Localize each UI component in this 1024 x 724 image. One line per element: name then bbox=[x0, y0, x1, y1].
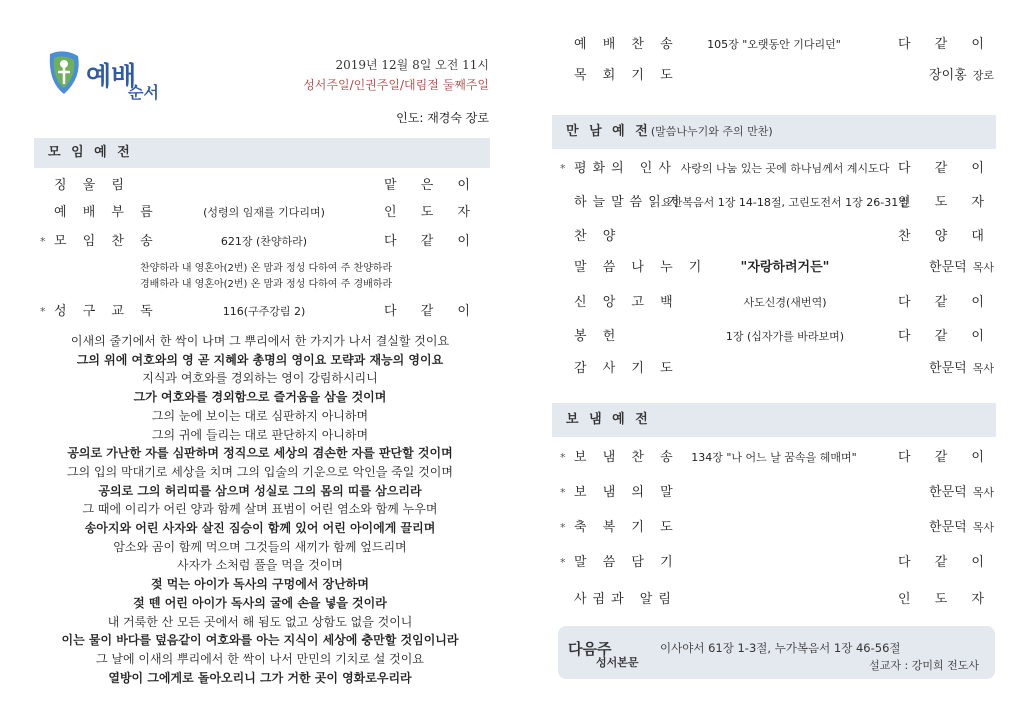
order-item bbox=[574, 224, 994, 250]
order-item-label: 징 울 림 bbox=[54, 178, 130, 193]
order-item-label: 말 씀 나 누 기 bbox=[574, 260, 708, 275]
order-item bbox=[560, 156, 994, 182]
order-item bbox=[54, 200, 480, 226]
responsible-name: 한문덕 bbox=[929, 485, 967, 500]
order-item-label: 감 사 기 도 bbox=[574, 361, 679, 376]
order-item-label: 봉 헌 bbox=[574, 329, 622, 344]
order-item-detail: 사랑의 나눔 있는 곳에 하나님께서 계시도다 bbox=[680, 162, 890, 175]
order-item-detail: 134장 "나 어느 날 꿈속을 헤매며" bbox=[691, 451, 857, 464]
order-item-responsible bbox=[898, 190, 994, 216]
section-gathering bbox=[34, 138, 490, 168]
scripture-line: 젖 뗀 어린 아이가 독사의 굴에 손을 넣을 것이라 bbox=[133, 595, 387, 610]
order-item-responsible bbox=[929, 480, 994, 506]
order-item-detail: 116(구주강림 2) bbox=[222, 305, 306, 318]
responsible-name: 한문덕 bbox=[929, 260, 967, 275]
order-item-label: 사귐과 알림 bbox=[574, 592, 677, 607]
standing-marker: * bbox=[40, 235, 46, 248]
order-item-label: 성 구 교 독 bbox=[54, 304, 159, 319]
order-item-label: 목 회 기 도 bbox=[574, 68, 679, 83]
order-item bbox=[560, 550, 994, 576]
responsible-name: 다 같 이 bbox=[898, 450, 994, 465]
order-item-responsible bbox=[384, 200, 480, 226]
order-item-responsible bbox=[929, 356, 994, 382]
order-item bbox=[574, 290, 994, 316]
scripture-line: 이는 물이 바다를 덮음같이 여호와를 아는 지식이 세상에 충만할 것임이니라 bbox=[61, 633, 459, 648]
order-item-label: 찬 양 bbox=[574, 229, 622, 244]
responsible-name: 장이홍 bbox=[929, 68, 967, 83]
next-week-scripture: 이사야서 61장 1-3절, 누가복음서 1장 46-56절 bbox=[660, 641, 901, 655]
order-item-responsible bbox=[898, 445, 994, 471]
responsible-name: 다 같 이 bbox=[898, 161, 994, 176]
sunday-titles: 성서주일/인권주일/대림절 둘째주일 bbox=[303, 78, 489, 92]
order-item bbox=[574, 255, 994, 281]
responsible-name: 다 같 이 bbox=[898, 37, 994, 52]
scripture-line: 공의로 가난한 자를 심판하며 정직으로 세상의 겸손한 자를 판단할 것이며 bbox=[67, 446, 453, 461]
order-item-responsible bbox=[898, 550, 994, 576]
scripture-line: 공의로 그의 허리띠를 삼으며 성실로 그의 몸의 띠를 삼으리라 bbox=[98, 483, 422, 498]
responsible-title: 목사 bbox=[972, 261, 994, 274]
scripture-line: 지식과 여호와를 경외하는 영이 강림하시리니 bbox=[142, 371, 378, 386]
responsible-name: 다 같 이 bbox=[384, 304, 480, 319]
order-item-label: 예 배 찬 송 bbox=[574, 37, 679, 52]
standing-marker: * bbox=[560, 521, 566, 534]
order-item-label: 모 임 찬 송 bbox=[54, 234, 159, 249]
responsible-name: 다 같 이 bbox=[898, 295, 994, 310]
responsible-title: 장로 bbox=[972, 69, 994, 82]
section-title: 모 임 예 전 bbox=[48, 145, 133, 160]
responsible-name: 다 같 이 bbox=[898, 555, 994, 570]
order-item bbox=[560, 515, 994, 541]
section-subtitle: (말씀나누기와 주의 만찬) bbox=[650, 125, 773, 138]
church-logo-icon bbox=[44, 48, 84, 96]
section-sending bbox=[552, 403, 996, 437]
standing-marker: * bbox=[40, 305, 46, 318]
order-item bbox=[560, 480, 994, 506]
order-item-label: 평화의 인사 bbox=[574, 161, 677, 176]
order-item bbox=[54, 173, 480, 199]
scripture-line: 이새의 줄기에서 한 싹이 나며 그 뿌리에서 한 가지가 나서 결실할 것이요 bbox=[70, 334, 450, 348]
order-item-responsible bbox=[929, 515, 994, 541]
scripture-line: 그의 위에 여호와의 영 곧 지혜와 총명의 영이요 모략과 재능의 영이요 bbox=[76, 352, 444, 367]
scripture-line: 그가 여호와를 경외함으로 즐거움을 삼을 것이며 bbox=[133, 390, 387, 405]
order-item-responsible bbox=[898, 156, 994, 182]
responsible-name: 한문덕 bbox=[929, 361, 967, 376]
scripture-line: 내 거룩한 산 모든 곳에서 해 됨도 없고 상함도 없을 것이니 bbox=[107, 614, 413, 629]
standing-marker: * bbox=[560, 486, 566, 499]
order-item bbox=[40, 299, 480, 325]
order-item bbox=[40, 229, 480, 255]
order-item-responsible bbox=[929, 63, 994, 89]
order-item-label: 예 배 부 름 bbox=[54, 205, 159, 220]
scripture-line: 송아지와 어린 사자와 살진 짐승이 함께 있어 어린 아이에게 끌리며 bbox=[84, 521, 436, 536]
order-item-detail: 요한복음서 1장 14-18절, 고린도전서 1장 26-31절 bbox=[661, 196, 909, 209]
standing-marker: * bbox=[560, 451, 566, 464]
responsible-name: 인 도 자 bbox=[384, 205, 480, 220]
order-item-label: 축 복 기 도 bbox=[574, 520, 679, 535]
order-item-responsible bbox=[384, 173, 480, 199]
next-week-preacher: 설교자 : 강미희 전도사 bbox=[869, 659, 979, 672]
order-item-label: 보 냄 의 말 bbox=[574, 485, 679, 500]
order-item-label: 말 씀 담 기 bbox=[574, 555, 679, 570]
responsible-title: 목사 bbox=[972, 521, 994, 534]
logo-title: 예배 bbox=[86, 62, 137, 92]
responsible-name: 다 같 이 bbox=[898, 329, 994, 344]
section-title: 보 냄 예 전 bbox=[566, 412, 651, 427]
responsible-name: 맡 은 이 bbox=[384, 178, 480, 193]
order-item-detail: 사도신경(새번역) bbox=[743, 296, 827, 309]
next-week-label: 다음주 bbox=[568, 640, 612, 658]
scripture-line: 열방이 그에게로 돌아오리니 그가 거한 곳이 영화로우리라 bbox=[108, 670, 412, 685]
scripture-line: 젖 먹는 아이가 독사의 구멍에서 장난하며 bbox=[151, 577, 369, 592]
order-item-responsible bbox=[898, 324, 994, 350]
order-item-responsible bbox=[384, 299, 480, 325]
order-item-responsible bbox=[929, 255, 994, 281]
responsible-name: 인 도 자 bbox=[898, 592, 994, 607]
scripture-line: 암소와 곰이 함께 먹으며 그것들의 새끼가 함께 엎드리며 bbox=[113, 539, 407, 554]
scripture-line: 그 날에 이새의 뿌리에서 한 싹이 나서 만민의 기치로 설 것이요 bbox=[96, 651, 424, 666]
order-item-responsible bbox=[898, 587, 994, 613]
order-item-responsible bbox=[384, 229, 480, 255]
order-item-detail: 105장 "오랫동안 기다리던" bbox=[707, 38, 841, 51]
order-item bbox=[574, 324, 994, 350]
scripture-line: 그 때에 이리가 어린 양과 함께 살며 표범이 어린 염소와 함께 누우며 bbox=[82, 502, 438, 517]
responsive-reading bbox=[40, 332, 480, 687]
order-item-detail: "자랑하려거든" bbox=[740, 260, 830, 275]
scripture-line: 사자가 소처럼 풀을 먹을 것이며 bbox=[177, 558, 343, 573]
standing-marker: * bbox=[560, 162, 566, 175]
scripture-line: 그의 귀에 들리는 대로 판단하지 아니하며 bbox=[151, 427, 369, 442]
section-title: 만 남 예 전 bbox=[566, 124, 651, 139]
order-item-detail: 621장 (찬양하라) bbox=[220, 235, 308, 248]
order-item-responsible bbox=[898, 290, 994, 316]
order-item-responsible bbox=[898, 32, 994, 58]
order-item bbox=[560, 445, 994, 471]
responsible-name: 인 도 자 bbox=[898, 195, 994, 210]
service-leader: 인도: 재경숙 장로 bbox=[396, 111, 489, 125]
order-item bbox=[574, 32, 994, 58]
hymn-lyric-line: 찬양하라 내 영혼아(2번) 온 맘과 정성 다하여 주 찬양하라 bbox=[140, 263, 393, 274]
order-item-label: 신 앙 고 백 bbox=[574, 295, 679, 310]
order-item-label: 하늘말씀읽기 bbox=[574, 195, 686, 210]
section-meeting bbox=[552, 115, 996, 149]
order-item-label: 보 냄 찬 송 bbox=[574, 450, 679, 465]
order-item-detail: (성령의 임재를 기다리며) bbox=[203, 206, 325, 219]
responsible-title: 목사 bbox=[972, 486, 994, 499]
next-week-scripture-label: 성서본문 bbox=[596, 656, 639, 669]
responsible-name: 한문덕 bbox=[929, 520, 967, 535]
responsible-title: 목사 bbox=[972, 362, 994, 375]
order-item bbox=[574, 63, 994, 89]
order-item bbox=[574, 587, 994, 613]
hymn-lyric-line: 경배하라 내 영혼아(2번) 온 맘과 정성 다하여 주 경배하라 bbox=[140, 279, 393, 290]
scripture-line: 그의 눈에 보이는 대로 심판하지 아니하며 bbox=[151, 408, 369, 423]
responsible-name: 찬 양 대 bbox=[898, 229, 994, 244]
logo-subtitle: 순서 bbox=[128, 83, 159, 102]
service-date: 2019년 12월 8일 오전 11시 bbox=[335, 58, 489, 72]
responsible-name: 다 같 이 bbox=[384, 234, 480, 249]
scripture-line: 그의 입의 막대기로 세상을 치며 그의 입술의 기운으로 악인을 죽일 것이며 bbox=[67, 464, 453, 479]
order-item-detail: 1장 (십자가를 바라보며) bbox=[725, 330, 845, 343]
order-item-responsible bbox=[898, 224, 994, 250]
standing-marker: * bbox=[560, 556, 566, 569]
order-item bbox=[574, 356, 994, 382]
order-item bbox=[574, 190, 994, 216]
